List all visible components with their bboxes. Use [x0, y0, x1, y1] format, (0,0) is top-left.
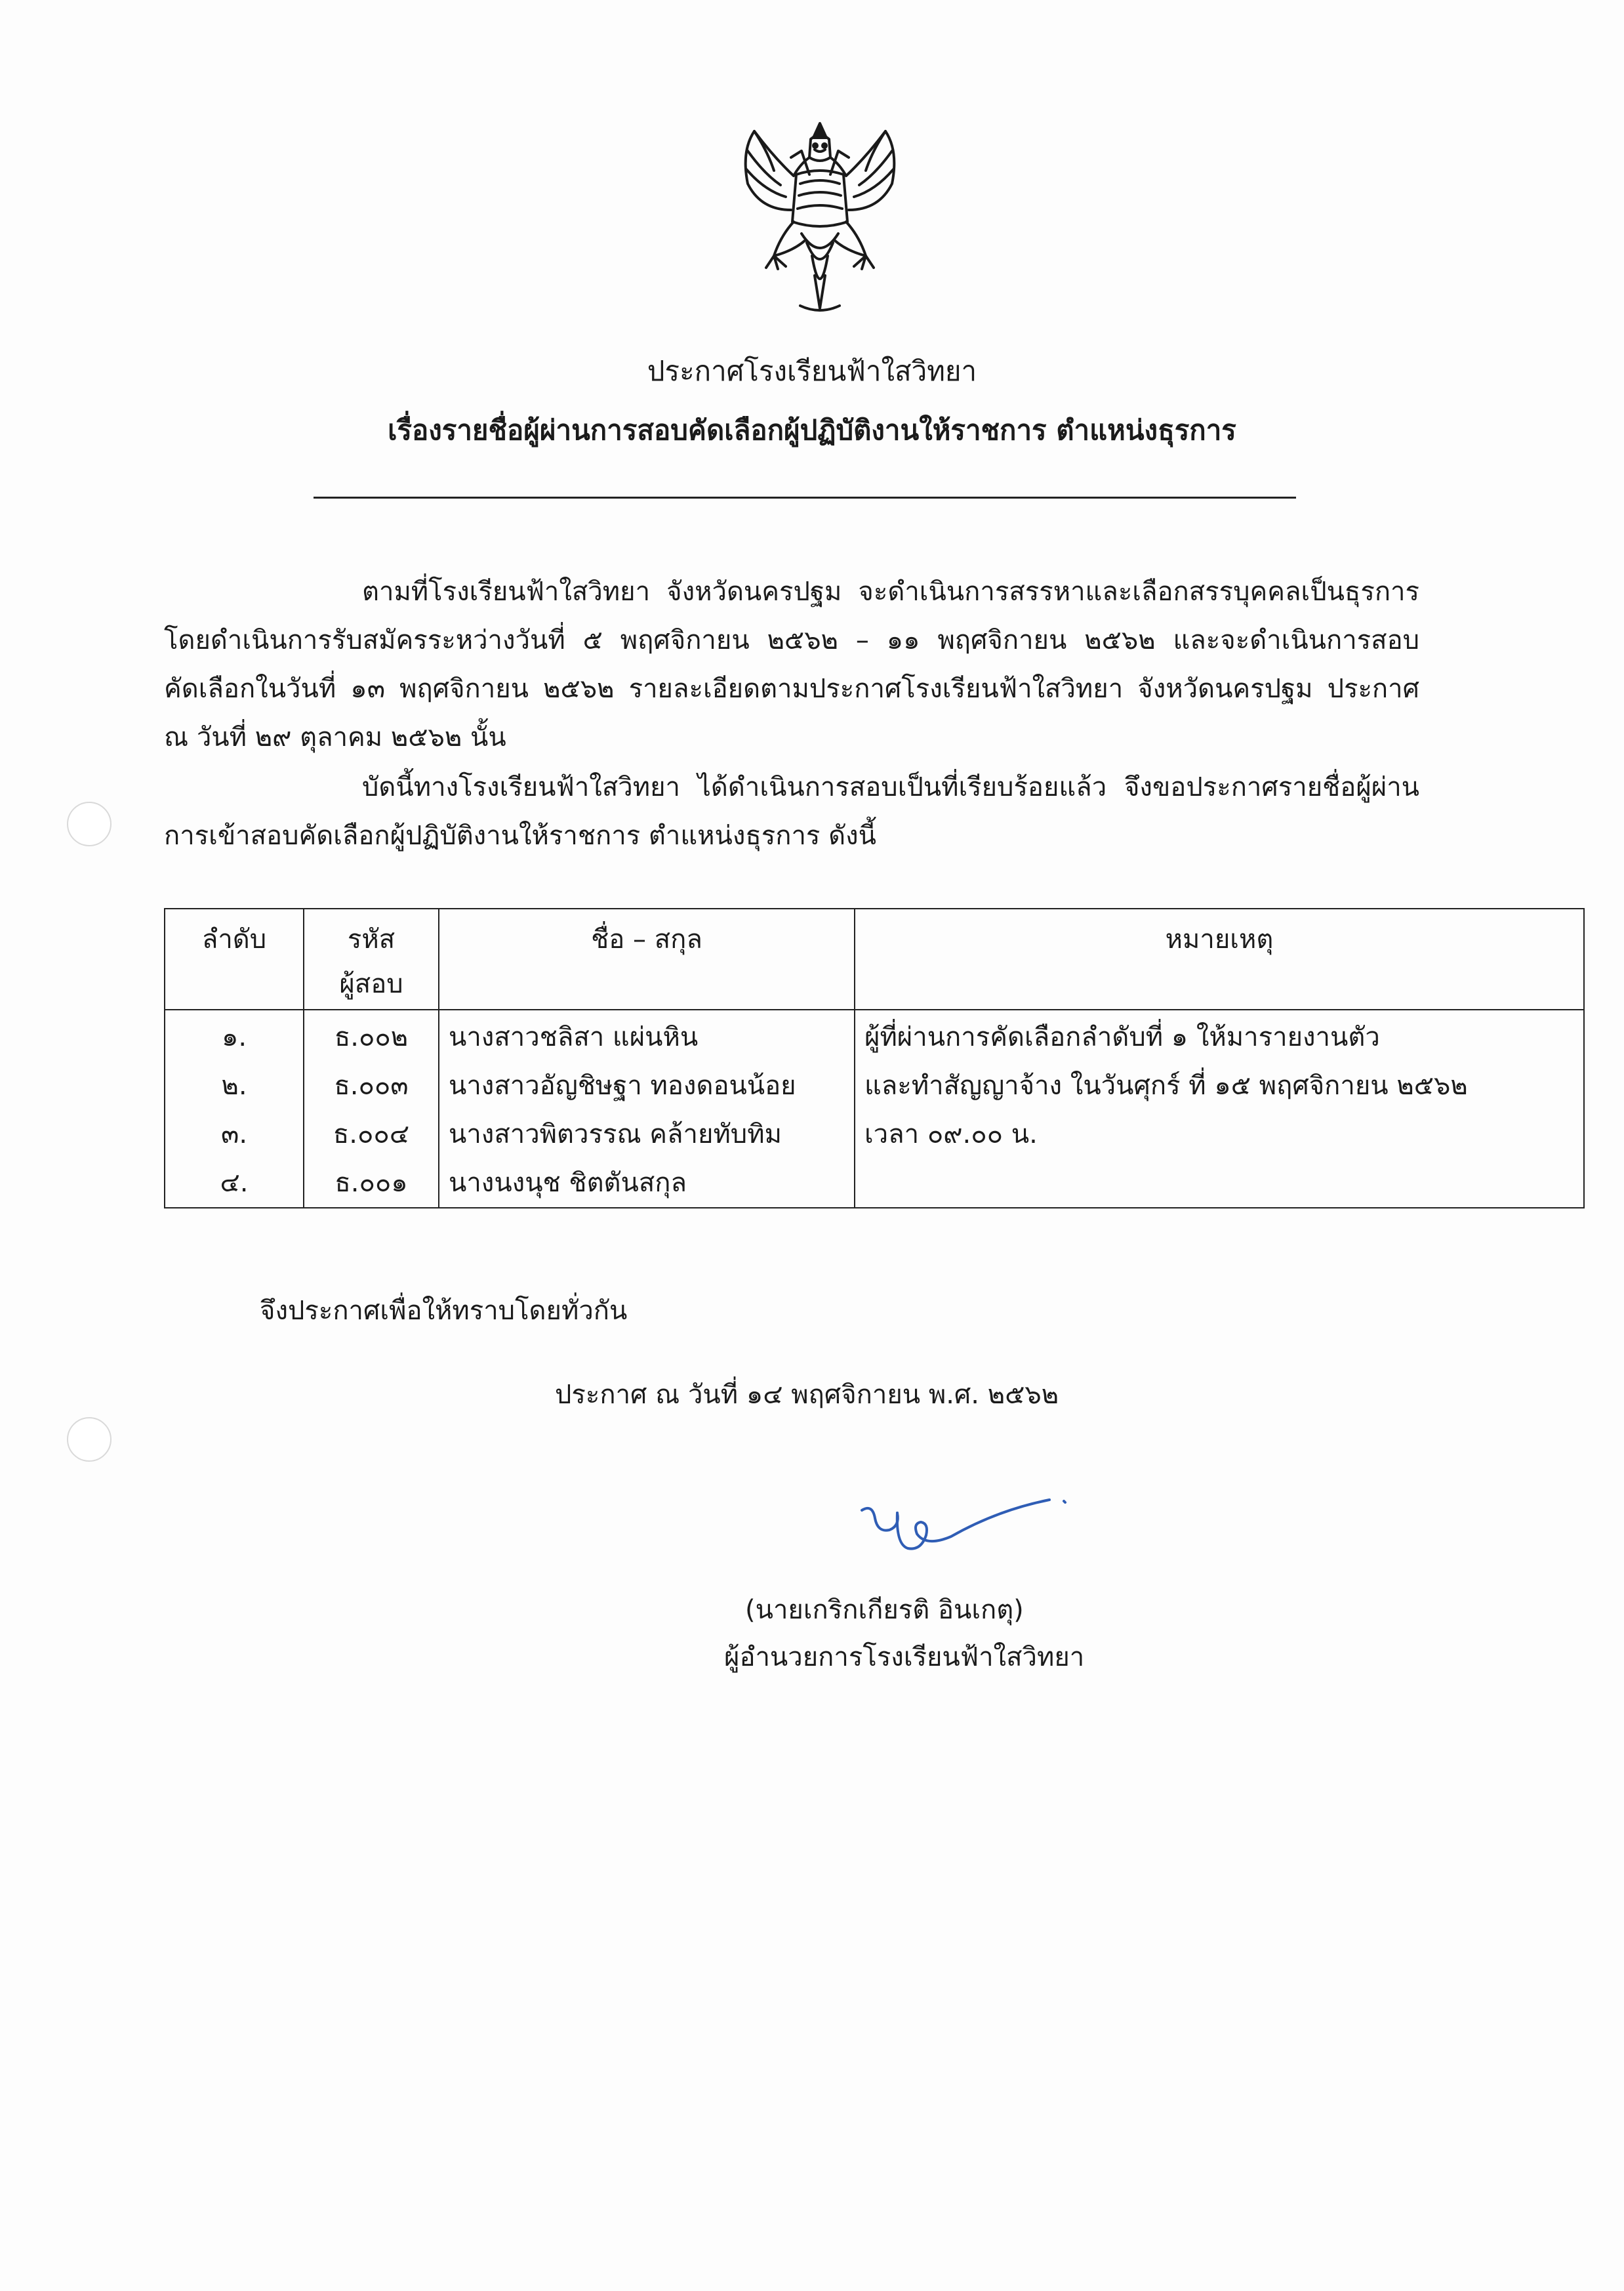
document-title: ประกาศโรงเรียนฟ้าใสวิทยา	[647, 355, 977, 387]
signer-position: ผู้อำนวยการโรงเรียนฟ้าใสวิทยา	[724, 1642, 1085, 1672]
title-divider	[314, 497, 1296, 499]
header-order: ลำดับ	[165, 909, 304, 1010]
code-cell: ธ.๐๐๔	[304, 1110, 439, 1159]
paragraph-1-line-3: คัดเลือกในวันที่ ๑๓ พฤศจิกายน ๒๕๖๒ รายละเอียดตามประกาศโรงเรียนฟ้าใสวิทยา จังหวัดนครปฐม ประกาศ	[164, 674, 1419, 704]
punch-hole	[67, 802, 112, 846]
paragraph-1-line-4: ณ วันที่ ๒๙ ตุลาคม ๒๕๖๒ นั้น	[164, 722, 506, 753]
header-remark: หมายเหตุ	[855, 909, 1584, 1010]
remark-cell: ผู้ที่ผ่านการคัดเลือกลำดับที่ ๑ ให้มารายงานตัว	[855, 1010, 1584, 1062]
remark-cell	[855, 1159, 1584, 1208]
order-cell: ๑.	[165, 1010, 304, 1062]
header-code-line-2: ผู้สอบ	[339, 969, 403, 999]
name-cell: นางสาวอัญชิษฐา ทองดอนน้อย	[439, 1062, 855, 1110]
table-row	[165, 1110, 1584, 1159]
table-row	[165, 1159, 1584, 1208]
code-cell: ธ.๐๐๒	[304, 1010, 439, 1062]
header-code-line-1: รหัส	[347, 924, 396, 955]
header-code	[304, 909, 439, 1010]
handwritten-signature	[853, 1484, 1076, 1556]
table-row	[165, 1062, 1584, 1110]
order-cell: ๔.	[165, 1159, 304, 1208]
code-cell: ธ.๐๐๑	[304, 1159, 439, 1208]
punch-hole	[67, 1417, 112, 1462]
document-subject: เรื่องรายชื่อผู้ผ่านการสอบคัดเลือกผู้ปฏิบัติงานให้ราชการ ตำแหน่งธุรการ	[388, 414, 1236, 446]
signer-name: (นายเกริกเกียรติ อินเกตุ)	[745, 1595, 1024, 1625]
table-row	[165, 1010, 1584, 1062]
closing-statement: จึงประกาศเพื่อให้ทราบโดยทั่วกัน	[260, 1296, 628, 1326]
code-cell: ธ.๐๐๓	[304, 1062, 439, 1110]
name-cell: นางสาวพิตวรรณ คล้ายทับทิม	[439, 1110, 855, 1159]
results-table	[164, 908, 1585, 1208]
paragraph-1-line-1: ตามที่โรงเรียนฟ้าใสวิทยา จังหวัดนครปฐม จะดำเนินการสรรหาและเลือกสรรบุคคลเป็นธุรการ	[362, 577, 1419, 607]
remark-cell: และทำสัญญาจ้าง ในวันศุกร์ ที่ ๑๕ พฤศจิกายน ๒๕๖๒	[855, 1062, 1584, 1110]
paragraph-2-line-2: การเข้าสอบคัดเลือกผู้ปฏิบัติงานให้ราชการ ตำแหน่งธุรการ ดังนี้	[164, 821, 876, 851]
order-cell: ๓.	[165, 1110, 304, 1159]
remark-cell: เวลา ๐๙.๐๐ น.	[855, 1110, 1584, 1159]
announcement-date: ประกาศ ณ วันที่ ๑๔ พฤศจิกายน พ.ศ. ๒๕๖๒	[555, 1380, 1059, 1410]
name-cell: นางสาวชลิสา แผ่นหิน	[439, 1010, 855, 1062]
header-name: ชื่อ – สกุล	[439, 909, 855, 1010]
garuda-emblem	[728, 112, 912, 321]
paragraph-1-line-2: โดยดำเนินการรับสมัครระหว่างวันที่ ๕ พฤศจิกายน ๒๕๖๒ – ๑๑ พฤศจิกายน ๒๕๖๒ และจะดำเนินการสอบ	[164, 625, 1419, 655]
table-header-row	[165, 909, 1584, 1010]
name-cell: นางนงนุช ชิตตันสกุล	[439, 1159, 855, 1208]
paragraph-2-line-1: บัดนี้ทางโรงเรียนฟ้าใสวิทยา ได้ดำเนินการสอบเป็นที่เรียบร้อยแล้ว จึงขอประกาศรายชื่อผู้ผ่าน	[362, 772, 1419, 802]
order-cell: ๒.	[165, 1062, 304, 1110]
